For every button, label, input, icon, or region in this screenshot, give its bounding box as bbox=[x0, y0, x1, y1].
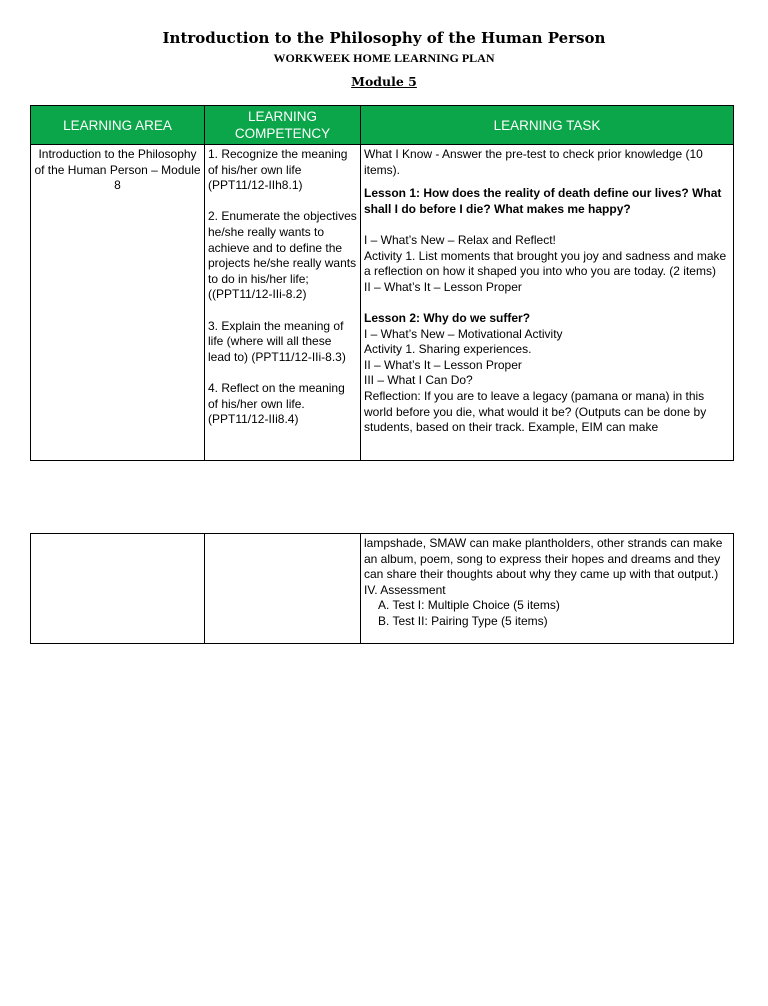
lesson-1-activity: Activity 1. List moments that brought you joy and sadness and make a reflection on how it shaped you into who you are today. (2 items) bbox=[364, 248, 727, 279]
competency-item: 1. Recognize the meaning of his/her own life (PPT11/12-IIh8.1) bbox=[208, 147, 348, 193]
reflection-text-continued: lampshade, SMAW can make plantholders, other strands can make an album, poem, song to express their hopes and dreams and they can share their thoughts about why they came up with that output.) bbox=[364, 536, 723, 582]
learning-area-cell: Introduction to the Philosophy of the Human Person – Module 8 bbox=[31, 145, 205, 461]
competency-item: 3. Explain the meaning of life (where will all these lead to) (PPT11/12-IIi-8.3) bbox=[208, 318, 346, 364]
lesson-2-proper: II – What’s It – Lesson Proper bbox=[364, 357, 522, 372]
table-row bbox=[31, 534, 734, 644]
header-learning-task: LEARNING TASK bbox=[361, 106, 734, 145]
document-subtitle: WORKWEEK HOME LEARNING PLAN bbox=[273, 51, 495, 65]
lesson-2-what-i-can-do: III – What I Can Do? bbox=[364, 373, 473, 388]
lesson-1-whats-new: I – What’s New – Relax and Reflect! bbox=[364, 232, 556, 247]
competency-item: 4. Reflect on the meaning of his/her own life. (PPT11/12-IIi8.4) bbox=[208, 380, 345, 427]
competency-item: 2. Enumerate the objectives he/she really wants to achieve and to define the projects he/she really wants to do in his/her life; ((PPT11/12-IIi-8.2) bbox=[208, 209, 357, 302]
lesson-2-whats-new: I – What’s New – Motivational Activity bbox=[364, 326, 563, 341]
lesson-2-activity: Activity 1. Sharing experiences. bbox=[364, 342, 532, 357]
task-cell bbox=[361, 534, 734, 644]
learning-plan-table bbox=[30, 105, 734, 461]
lesson-2-title: Lesson 2: Why do we suffer? bbox=[364, 310, 531, 325]
assessment-heading: IV. Assessment bbox=[364, 582, 446, 597]
learning-area-cell bbox=[31, 534, 205, 644]
lesson-1-proper: II – What’s It – Lesson Proper bbox=[364, 279, 522, 294]
task-cell bbox=[361, 145, 734, 461]
assessment-test-2: B. Test II: Pairing Type (5 items) bbox=[378, 613, 548, 628]
what-i-know-text: What I Know - Answer the pre-test to check prior knowledge (10 items). bbox=[364, 147, 703, 177]
competency-cell bbox=[205, 145, 361, 461]
table-header-row bbox=[31, 106, 734, 145]
reflection-text: Reflection: If you are to leave a legacy (pamana or mana) in this world before you die, what would it be? (Outputs can be done by students, based on their track. Example, EIM can make bbox=[364, 388, 707, 435]
learning-plan-table-continued bbox=[30, 533, 734, 644]
lesson-1-title: Lesson 1: How does the reality of death define our lives? What shall I do before I die? What makes me happy? bbox=[364, 186, 722, 216]
table-row bbox=[31, 145, 734, 461]
header-learning-competency: LEARNING COMPETENCY bbox=[205, 106, 361, 145]
document-title: Introduction to the Philosophy of the Human Person bbox=[162, 29, 606, 47]
module-label: Module 5 bbox=[351, 74, 417, 89]
assessment-test-1: A. Test I: Multiple Choice (5 items) bbox=[378, 598, 560, 613]
competency-cell bbox=[205, 534, 361, 644]
header-learning-area: LEARNING AREA bbox=[31, 106, 205, 145]
